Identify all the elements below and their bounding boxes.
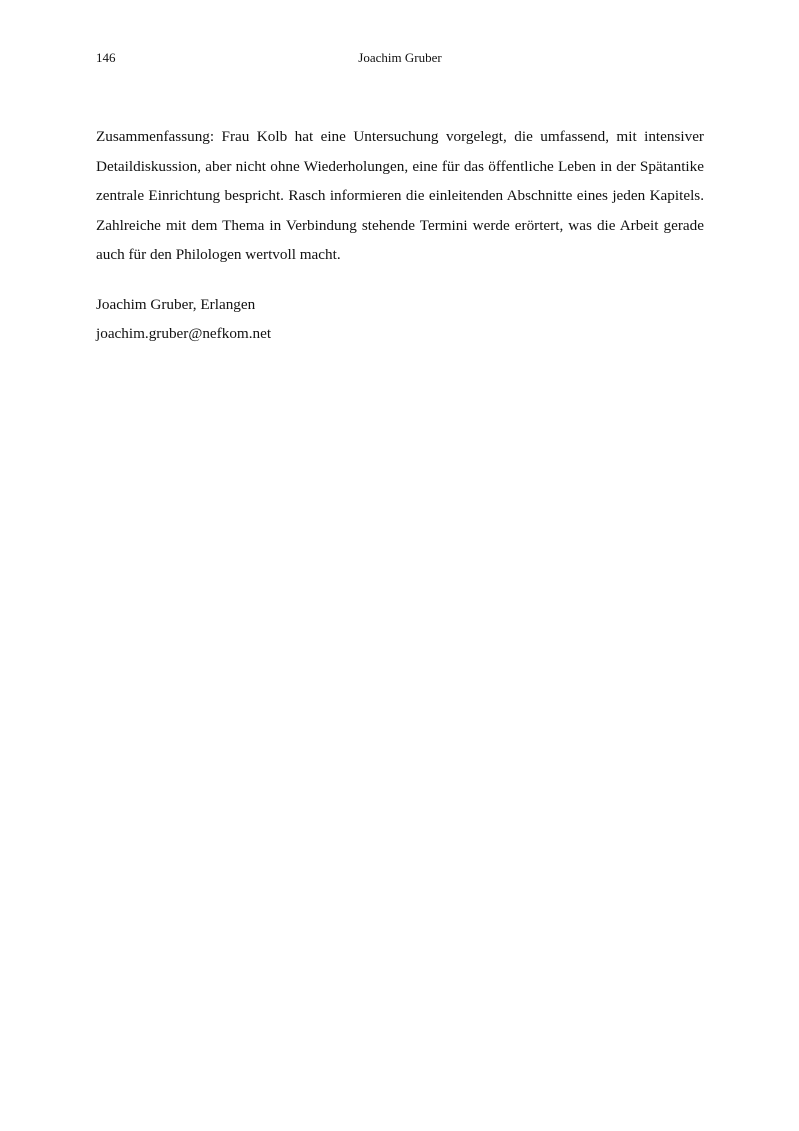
page-number: 146 — [96, 50, 116, 65]
page-header — [96, 49, 704, 67]
author-name-location: Joachim Gruber, Erlangen — [96, 296, 256, 313]
summary-paragraph: Zusammenfassung: Frau Kolb hat eine Untersuchung vorgelegt, die umfassend, mit intensiver Detaildiskussion, aber nicht ohne Wiederholungen, eine für das öffentliche Leben in der Spätantike zentrale Einrichtung bespricht. Rasch informieren die einleitenden Abschnitte eines jeden Kapitels. Zahlreiche mit dem Thema in Verbindung stehende Termini werde erörtert, was die Arbeit gerade auch für den Philologen wertvoll macht. — [96, 128, 704, 263]
signature-block — [96, 290, 704, 348]
author-email: joachim.gruber@nefkom.net — [96, 325, 272, 342]
running-title: Joachim Gruber — [358, 50, 442, 65]
